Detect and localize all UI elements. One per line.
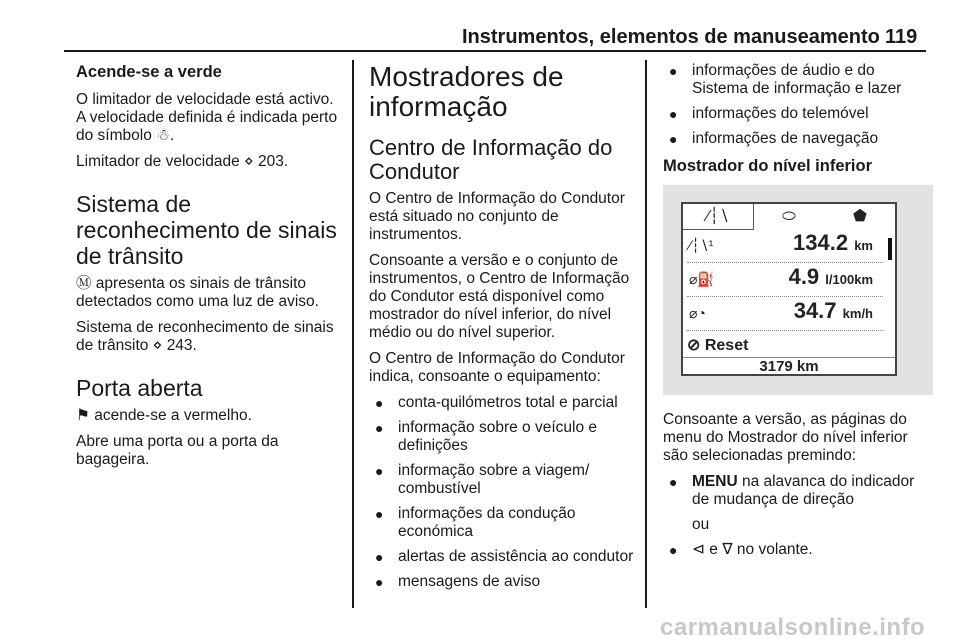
menu-description: na alavanca do indicador de mudança de direção — [692, 473, 915, 508]
list-item: ● informações de navegação — [663, 130, 933, 148]
list-item-menu — [663, 473, 933, 509]
heading-traffic-sign: Sistema de reconhecimento de sinais de trânsito — [76, 191, 337, 269]
list-item: ● informações do telemóvel — [663, 105, 933, 123]
heading-lower-display: Mostrador do nível inferior — [663, 157, 873, 175]
list-item-steering-wheel: ● ⊲ e ∇ no volante. — [663, 541, 933, 559]
odometer-readout: 3179 km — [683, 357, 895, 375]
cross-reference: Sistema de reconhecimento de sinais de trânsito ⋄ 243. — [76, 319, 334, 354]
lower-level-display-figure — [663, 185, 933, 395]
trip-distance-unit: km — [854, 238, 873, 253]
trip-odometer-icon: ∕┆∖¹ — [689, 237, 714, 253]
watermark: carmanualsonline.info — [660, 614, 926, 641]
column-middle — [369, 62, 637, 598]
bullet-list — [663, 541, 933, 559]
column-right — [663, 62, 933, 566]
column-left — [76, 62, 346, 477]
heading-door-open: Porta aberta — [76, 375, 203, 401]
bullet-list — [663, 473, 933, 509]
paragraph: Abre uma porta ou a porta da bagageira. — [76, 433, 279, 468]
paragraph: Ⓜ apresenta os sinais de trânsito detectados como uma luz de aviso. — [76, 275, 319, 310]
bullet-list — [663, 62, 933, 148]
average-speed-value: 34.7 — [793, 298, 837, 323]
lower-level-display — [681, 202, 897, 376]
fuel-consumption-row — [687, 266, 883, 297]
fuel-pump-icon: ⌀⛽ — [689, 271, 715, 287]
eco-tab-icon: ⬟ — [853, 208, 867, 225]
paragraph: O limitador de velocidade está activo. A velocidade definida é indicada perto do símbolo ☃. — [76, 91, 338, 144]
list-item: ● informações de áudio e do Sistema de informação e lazer — [663, 62, 933, 98]
column-divider-2 — [645, 60, 647, 608]
list-item: ● alertas de assistência ao condutor — [369, 548, 637, 566]
subsection-title: Centro de Informação do Condutor — [369, 135, 613, 184]
heading-green: Acende-se a verde — [76, 63, 222, 81]
section-title: Mostradores de informação — [369, 61, 564, 122]
cross-reference: Limitador de velocidade ⋄ 203. — [76, 153, 289, 170]
display-tabs — [683, 204, 895, 229]
scrollbar-indicator — [888, 238, 892, 260]
paragraph: O Centro de Informação do Condutor indica, consoante o equipamento: — [369, 350, 625, 385]
list-item: ● informações da condução económica — [369, 505, 637, 541]
paragraph: Consoante a versão, as páginas do menu do Mostrador do nível inferior são selecionadas premindo: — [663, 411, 908, 464]
header-rule — [64, 50, 926, 52]
column-divider-1 — [352, 60, 354, 608]
average-speed-unit: km/h — [842, 306, 873, 321]
list-item: ● informação sobre o veículo e definições — [369, 419, 637, 455]
reset-label: ⊘ Reset — [687, 337, 749, 354]
trip-distance-row — [687, 232, 883, 263]
paragraph: Consoante a versão e o conjunto de instrumentos, o Centro de Informação do Condutor está disponível como mostrador do nível inferior, do nível médio ou do nível superior. — [369, 252, 630, 341]
list-item: ● conta-quilómetros total e parcial — [369, 394, 637, 412]
list-item: ● informação sobre a viagem/ combustível — [369, 462, 637, 498]
trip-distance-value: 134.2 — [793, 230, 849, 255]
paragraph: ⚑ acende-se a vermelho. — [76, 407, 252, 424]
page-header-title: Instrumentos, elementos de manuseamento — [462, 26, 880, 48]
average-speed-row — [687, 300, 883, 331]
speedometer-icon: ⌀◔ — [689, 305, 706, 321]
vehicle-tab-icon: ⬭ — [782, 208, 796, 225]
or-text: ou — [692, 516, 710, 533]
menu-keyword: MENU — [692, 473, 738, 490]
fuel-consumption-unit: l/100km — [825, 272, 873, 287]
bullet-list — [369, 394, 637, 591]
list-item: ● mensagens de aviso — [369, 573, 637, 591]
page-number: 119 — [885, 26, 918, 48]
paragraph: O Centro de Informação do Condutor está situado no conjunto de instrumentos. — [369, 190, 625, 243]
fuel-consumption-value: 4.9 — [788, 264, 820, 289]
trip-tab-icon: ∕┆∖ — [683, 204, 754, 230]
